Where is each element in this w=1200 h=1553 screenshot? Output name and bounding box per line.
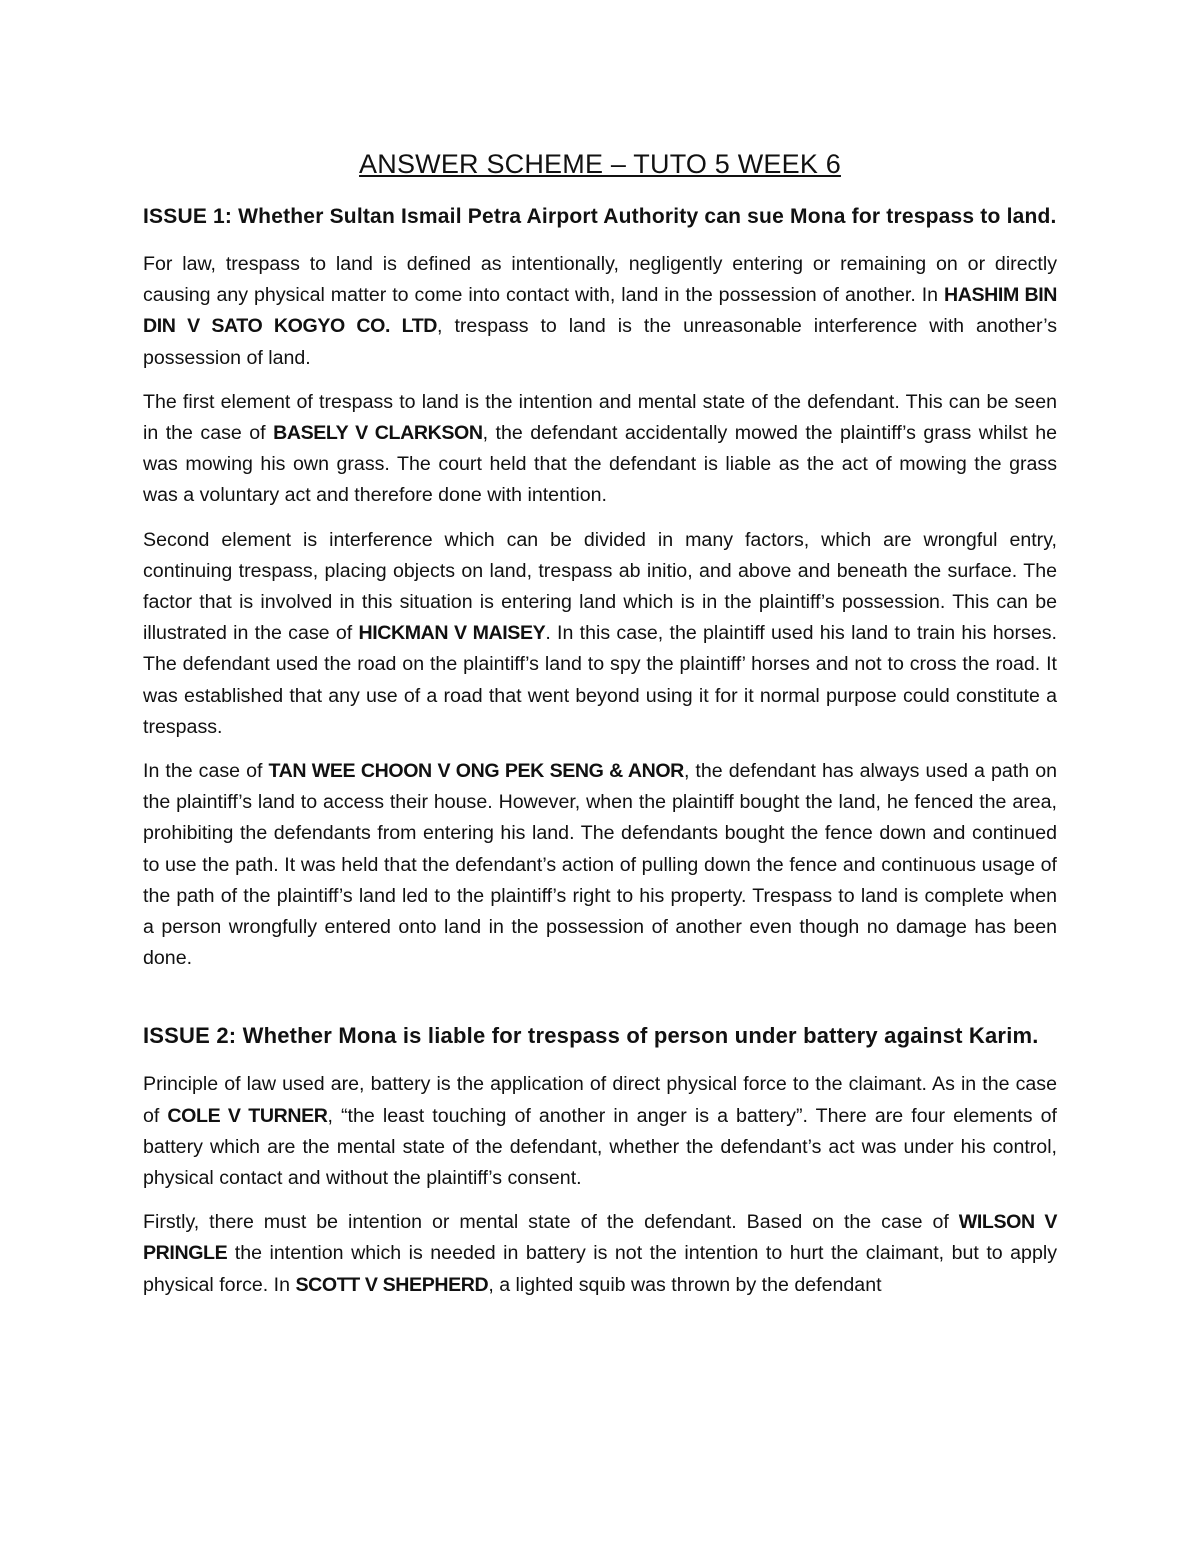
text-run: Firstly, there must be intention or mental state of the defendant. Based on the case of bbox=[143, 1211, 959, 1234]
issue-1-paragraph-1 bbox=[143, 249, 1057, 374]
case-name: COLE V TURNER bbox=[167, 1104, 328, 1127]
document-title: ANSWER SCHEME – TUTO 5 WEEK 6 bbox=[359, 149, 841, 179]
case-name: BASELY V CLARKSON bbox=[273, 422, 483, 445]
case-name: TAN WEE CHOON V ONG PEK SENG & ANOR bbox=[268, 760, 684, 783]
case-name: SCOTT V SHEPHERD bbox=[295, 1273, 489, 1296]
text-run: For law, trespass to land is defined as intentionally, negligently entering or remaining on or directly causing any physical matter to come into contact with, land in the possession of another. In bbox=[143, 253, 1057, 307]
text-run: , “the least touching of another in anger is a battery”. There are four elements of battery which are the mental state of the defendant, whether the defendant’s act was under his control, physical contact and without the plaintiff’s consent. bbox=[143, 1104, 1057, 1190]
issue-2-paragraph-1 bbox=[143, 1069, 1057, 1194]
issue-1-heading: ISSUE 1: Whether Sultan Ismail Petra Airport Authority can sue Mona for trespass to land. bbox=[143, 205, 1057, 228]
text-run: Second element is interference which can be divided in many factors, which are wrongful entry, continuing trespass, placing objects on land, trespass ab initio, and above and beneath the surface. The factor that is involved in this situation is entering land which is in the plaintiff’s possession. This can be illustrated in the case of bbox=[143, 528, 1057, 645]
text-run: the intention which is needed in battery is not the intention to hurt the claimant, but to apply physical force. In bbox=[143, 1242, 1057, 1296]
text-run: , the defendant accidentally mowed the plaintiff’s grass whilst he was mowing his own grass. The court held that the defendant is liable as the act of mowing the grass was a voluntary act and therefore done with intention. bbox=[143, 422, 1057, 507]
issue-2-paragraph-2 bbox=[143, 1207, 1057, 1301]
text-run: , a lighted squib was thrown by the defendant bbox=[488, 1273, 882, 1296]
case-name: HICKMAN V MAISEY bbox=[358, 622, 546, 645]
text-run: Principle of law used are, battery is the application of direct physical force to the claimant. As in the case of bbox=[143, 1073, 1057, 1127]
text-run: . In this case, the plaintiff used his land to train his horses. The defendant used the road on the plaintiff’s land to spy the plaintiff’ horses and not to cross the road. It was established that any use of a road that went beyond using it for it normal purpose could constitute a trespass. bbox=[143, 622, 1057, 738]
case-name: HASHIM BIN DIN V SATO KOGYO CO. LTD bbox=[143, 284, 1057, 338]
issue-1-paragraph-3 bbox=[143, 525, 1057, 743]
document-body bbox=[143, 146, 1057, 1314]
case-name: WILSON V PRINGLE bbox=[143, 1211, 1057, 1265]
text-run: The first element of trespass to land is the intention and mental state of the defendant. This can be seen in the case of bbox=[143, 390, 1057, 445]
issue-2-heading: ISSUE 2: Whether Mona is liable for trespass of person under battery against Karim. bbox=[143, 1023, 1039, 1049]
text-run: , the defendant has always used a path on the plaintiff’s land to access their house. However, when the plaintiff bought the land, he fenced the area, prohibiting the defendants from entering his land. The defendants bought the fence down and continued to use the path. It was held that the defendant’s action of pulling down the fence and continuous usage of the path of the plaintiff’s land led to the plaintiff’s right to his property. Trespass to land is complete when a person wrongfully entered onto land in the possession of another even though no damage has been done. bbox=[143, 760, 1057, 970]
text-run: In the case of bbox=[143, 760, 269, 783]
text-run: , trespass to land is the unreasonable interference with another’s possession of land. bbox=[143, 315, 1057, 369]
issue-1-paragraph-4 bbox=[143, 756, 1057, 974]
issue-1-paragraph-2 bbox=[143, 387, 1057, 512]
